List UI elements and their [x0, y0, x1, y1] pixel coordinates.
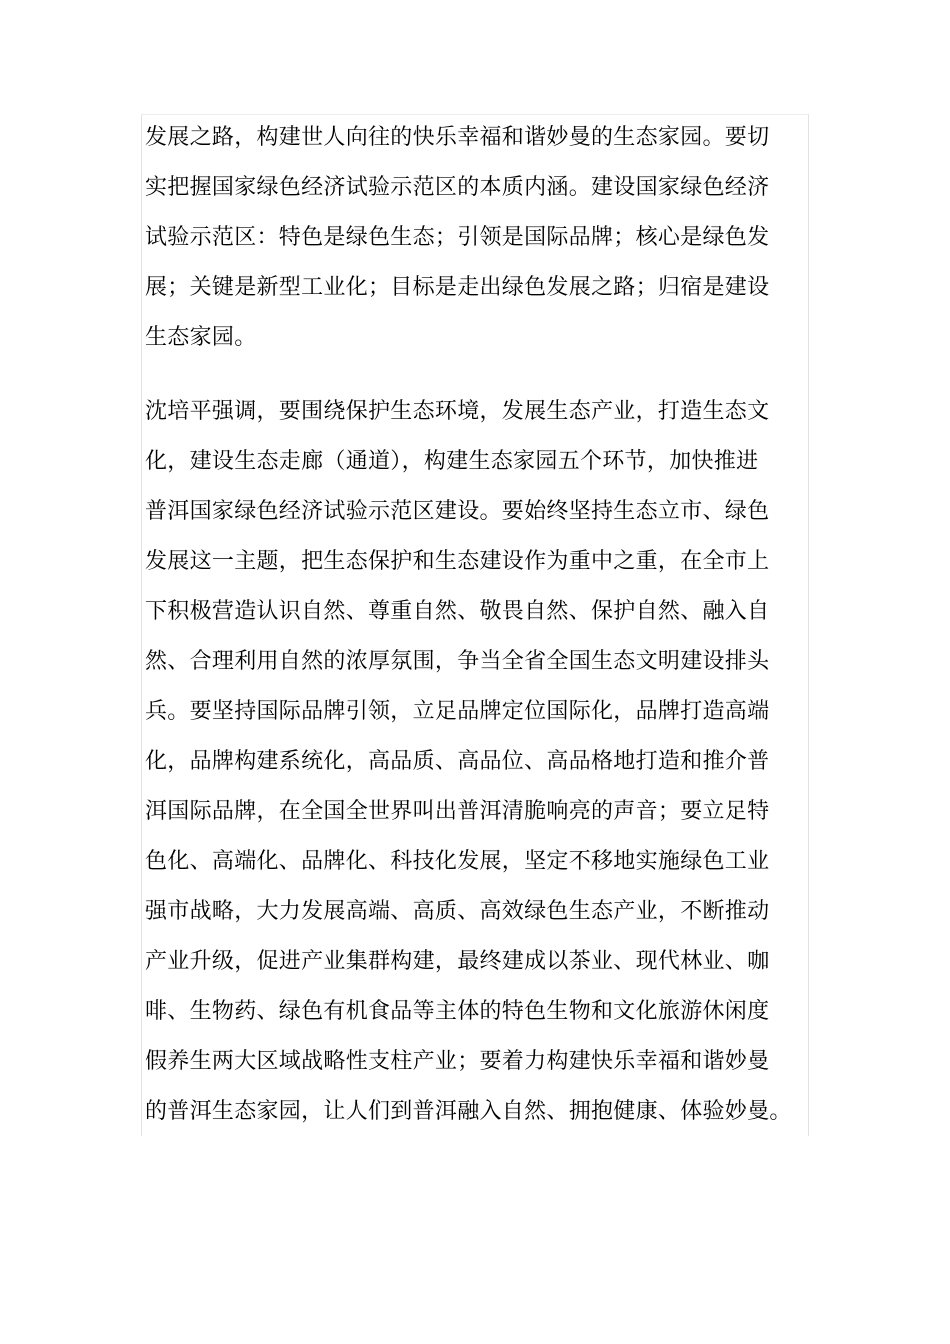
text-line: 发展之路，构建世人向往的快乐幸福和谐妙曼的生态家园。要切 — [145, 125, 770, 150]
text-line: 展；关键是新型工业化；目标是走出绿色发展之路；归宿是建设 — [145, 275, 770, 300]
text-line: 兵。要坚持国际品牌引领，立足品牌定位国际化，品牌打造高端 — [145, 699, 770, 724]
text-line: 发展这一主题，把生态保护和生态建设作为重中之重，在全市上 — [145, 549, 770, 574]
text-line: 生态家园。 — [145, 325, 257, 350]
text-line: 洱国际品牌，在全国全世界叫出普洱清脆响亮的声音；要立足特 — [145, 799, 770, 824]
paragraph-1 — [145, 113, 809, 363]
text-line: 强市战略，大力发展高端、高质、高效绿色生态产业，不断推动 — [145, 899, 770, 924]
document-body — [145, 113, 809, 1137]
text-line: 化，品牌构建系统化，高品质、高品位、高品格地打造和推介普 — [145, 749, 770, 774]
text-line: 化，建设生态走廊（通道），构建生态家园五个环节，加快推进 — [145, 449, 759, 474]
text-line: 普洱国家绿色经济试验示范区建设。要始终坚持生态立市、绿色 — [145, 499, 770, 524]
text-line: 啡、生物药、绿色有机食品等主体的特色生物和文化旅游休闲度 — [145, 999, 770, 1024]
paragraph-2 — [145, 387, 809, 1137]
text-line: 的普洱生态家园，让人们到普洱融入自然、拥抱健康、体验妙曼。 — [145, 1099, 792, 1124]
text-line: 产业升级，促进产业集群构建，最终建成以茶业、现代林业、咖 — [145, 949, 770, 974]
text-line: 色化、高端化、品牌化、科技化发展，坚定不移地实施绿色工业 — [145, 849, 770, 874]
text-line: 沈培平强调，要围绕保护生态环境，发展生态产业，打造生态文 — [145, 399, 770, 424]
text-line: 下积极营造认识自然、尊重自然、敬畏自然、保护自然、融入自 — [145, 599, 770, 624]
text-line: 实把握国家绿色经济试验示范区的本质内涵。建设国家绿色经济 — [145, 175, 770, 200]
text-line: 假养生两大区域战略性支柱产业；要着力构建快乐幸福和谐妙曼 — [145, 1049, 770, 1074]
text-line: 然、合理利用自然的浓厚氛围，争当全省全国生态文明建设排头 — [145, 649, 770, 674]
text-line: 试验示范区：特色是绿色生态；引领是国际品牌；核心是绿色发 — [145, 225, 770, 250]
